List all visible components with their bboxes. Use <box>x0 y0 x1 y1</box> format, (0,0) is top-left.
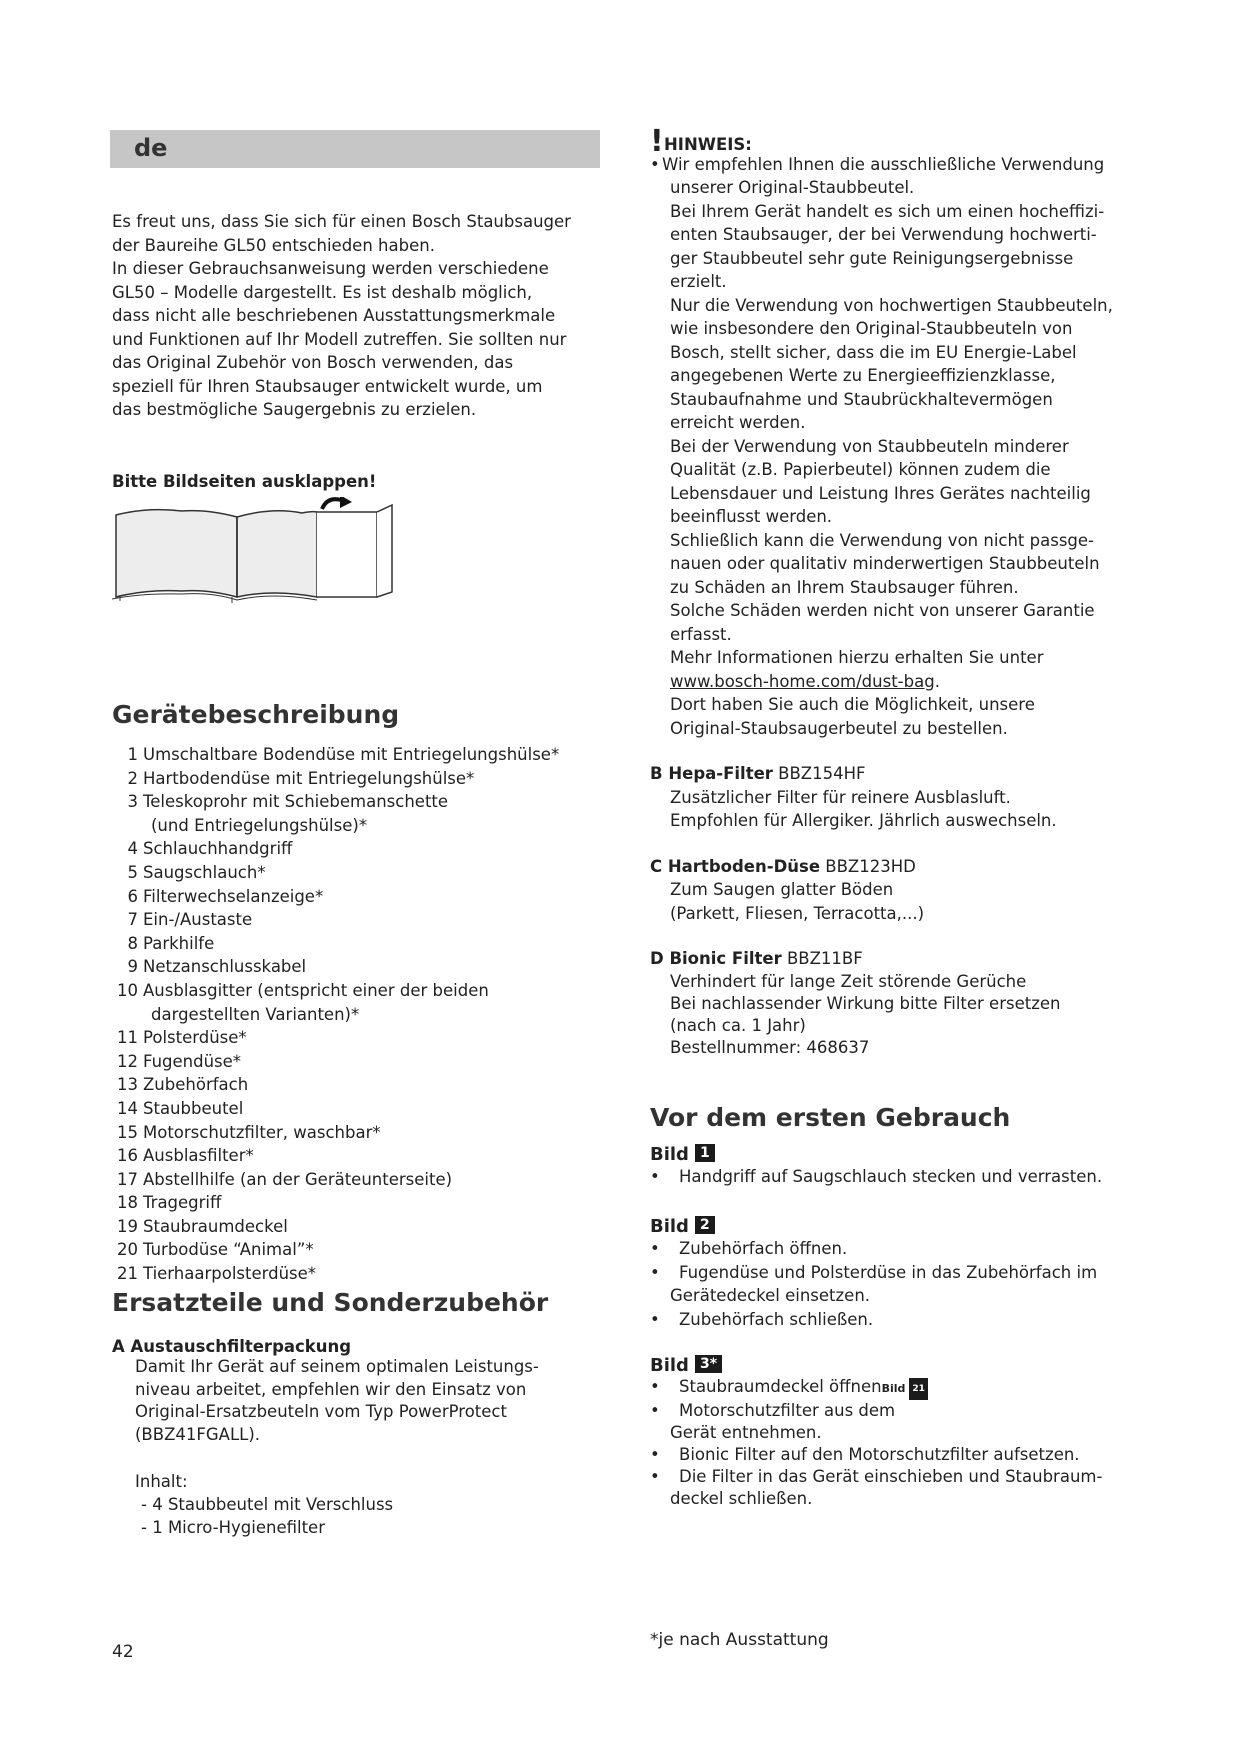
bild-label: Bild <box>650 1143 689 1165</box>
list-item <box>112 1262 612 1286</box>
text-line: Staubaufnahme und Staubrückhaltevermögen <box>670 389 1053 409</box>
text-line: Wir empfehlen Ihnen die ausschließliche Verwendung <box>662 155 1105 174</box>
item-text: Schlauchhandgriff <box>143 839 293 859</box>
first-use-title: Vor dem ersten Gebrauch <box>650 1102 1011 1132</box>
spare-parts-title: Ersatzteile und Sonderzubehör <box>112 1288 549 1317</box>
item-number: 2 <box>127 768 138 788</box>
text-line: angegebenen Werte zu Energieeffizienzklasse, <box>670 366 1056 385</box>
text-line: Schließlich kann die Verwendung von nicht passge- <box>670 530 1095 550</box>
text-line: Solche Schäden werden nicht von unserer Garantie <box>670 601 1095 620</box>
intro-line: GL50 – Modelle dargestellt. Es ist deshalb möglich, <box>112 282 533 302</box>
bild-number-badge: 1 <box>695 1144 715 1162</box>
list-item-continuation: (und Entriegelungshülse)* <box>151 815 368 835</box>
bullet-continuation: deckel schließen. <box>670 1489 813 1508</box>
parts-list <box>112 743 612 1286</box>
bild-reference-badge: 21 <box>909 1378 928 1400</box>
bullet-continuation: Gerätedeckel einsetzen. <box>670 1286 871 1305</box>
bild-reference-label: Bild <box>881 1382 906 1395</box>
text-line: Verhindert für lange Zeit störende Gerüche <box>670 971 1027 991</box>
text-line: wie insbesondere den Original-Staubbeuteln von <box>670 319 1073 338</box>
bosch-dust-bag-link[interactable]: www.bosch-home.com/dust-bag <box>670 671 935 691</box>
text-line: Zum Saugen glatter Böden <box>670 880 894 899</box>
list-item <box>112 861 612 885</box>
bullet-dot: • <box>650 1262 660 1282</box>
item-text: Motorschutzfilter, waschbar* <box>143 1122 381 1142</box>
intro-line: Es freut uns, dass Sie sich für einen Bosch Staubsauger <box>112 212 571 231</box>
item-number: 18 <box>117 1193 138 1213</box>
list-item <box>112 1144 612 1168</box>
bullet-dot: • <box>650 1166 660 1186</box>
bild-number-badge: 2 <box>695 1216 715 1234</box>
list-item <box>112 1215 612 1239</box>
bullet-text: Zubehörfach schließen. <box>679 1309 874 1329</box>
filter-pack-title: A Austauschfilterpackung <box>112 1337 352 1356</box>
item-text: Hartbodendüse mit Entriegelungshülse* <box>143 768 475 788</box>
bullet-item <box>650 1400 1150 1422</box>
text-line: Nur die Verwendung von hochwertigen Staubbeuteln, <box>670 295 1113 315</box>
list-item <box>112 790 612 814</box>
first-use-section <box>650 1103 1150 1511</box>
list-item <box>112 1026 612 1050</box>
item-number: 15 <box>117 1122 138 1142</box>
page-number: 42 <box>112 1642 134 1662</box>
text-line: (nach ca. 1 Jahr) <box>670 1015 806 1035</box>
item-text: Tierhaarpolsterdüse* <box>143 1264 317 1284</box>
list-item-continuation: dargestellten Varianten)* <box>151 1004 360 1024</box>
list-item <box>112 1050 612 1074</box>
filter-pack-text <box>112 1356 612 1446</box>
text-line: Dort haben Sie auch die Möglichkeit, unsere <box>670 695 1035 714</box>
bionic-filter-block <box>650 947 1150 1059</box>
item-text: Abstellhilfe (an der Geräteunterseite) <box>143 1169 453 1189</box>
intro-line: und Funktionen auf Ihr Modell zutreffen. Sie sollten nur <box>112 329 567 349</box>
item-number: 17 <box>117 1169 138 1189</box>
item-text: Polsterdüse* <box>143 1028 247 1048</box>
item-text: Saugschlauch* <box>143 862 266 882</box>
bild-label: Bild <box>650 1216 689 1237</box>
bullet-item <box>650 1308 1150 1332</box>
bullet-dot: • <box>650 1467 660 1486</box>
bullet-item <box>650 1376 1150 1400</box>
fold-out-book-illustration <box>112 497 412 609</box>
intro-text <box>112 210 612 422</box>
footnote: *je nach Ausstattung <box>650 1630 829 1650</box>
item-number: 11 <box>117 1028 138 1048</box>
intro-line: der Baureihe GL50 entschieden haben. <box>112 235 435 255</box>
bullet-continuation: Gerät entnehmen. <box>670 1423 822 1442</box>
list-item <box>112 1168 612 1192</box>
text-line: Zusätzlicher Filter für reinere Ausblasluft. <box>670 787 1011 807</box>
text-line: Bei Ihrem Gerät handelt es sich um einen hocheffizi- <box>670 201 1105 221</box>
text-line: unserer Original-Staubbeutel. <box>670 178 915 197</box>
item-text: Tragegriff <box>143 1193 222 1213</box>
hepa-filter-block <box>650 762 1150 833</box>
hepa-filter-code: BBZ154HF <box>778 764 866 783</box>
item-number: 3 <box>127 792 138 812</box>
list-item <box>112 1097 612 1121</box>
contents-item: - 4 Staubbeutel mit Verschluss <box>141 1495 394 1514</box>
item-text: Parkhilfe <box>143 933 215 953</box>
bullet-dot: • <box>650 1239 660 1258</box>
list-item <box>112 1238 612 1262</box>
bild-label: Bild <box>650 1355 689 1376</box>
text-line: Bestellnummer: 468637 <box>670 1037 870 1057</box>
text-line: enten Staubsauger, der bei Verwendung hochwerti- <box>670 225 1097 244</box>
item-number: 4 <box>127 839 138 859</box>
hard-floor-title: C Hartboden-Düse <box>650 856 821 876</box>
text-line: Bei nachlassender Wirkung bitte Filter ersetzen <box>670 993 1061 1013</box>
bullet-text: Zubehörfach öffnen. <box>679 1239 848 1258</box>
bild-number-badge: 3* <box>695 1355 722 1373</box>
text-line: (Parkett, Fliesen, Terracotta,...) <box>670 903 925 923</box>
item-number: 20 <box>117 1240 138 1260</box>
item-text: Staubraumdeckel <box>143 1216 288 1236</box>
text-line: erreicht werden. <box>670 413 806 432</box>
item-text: Umschaltbare Bodendüse mit Entriegelungshülse* <box>143 745 560 764</box>
item-text: Ausblasfilter* <box>143 1146 254 1166</box>
list-item <box>112 837 612 861</box>
item-text: Staubbeutel <box>143 1098 244 1118</box>
item-number: 19 <box>117 1216 138 1236</box>
list-item <box>112 955 612 979</box>
note-block <box>650 124 1150 740</box>
text-line: Original-Ersatzbeuteln vom Typ PowerProtect <box>135 1402 507 1421</box>
item-number: 7 <box>127 910 138 930</box>
text-line: Bei der Verwendung von Staubbeuteln minderer <box>670 436 1069 456</box>
note-first-line <box>650 154 1150 176</box>
bullet-item <box>650 1261 1150 1285</box>
list-item <box>112 908 612 932</box>
list-item <box>112 1191 612 1215</box>
text-line: Damit Ihr Gerät auf seinem optimalen Leistungs- <box>135 1357 539 1376</box>
text-line: erfasst. <box>670 624 732 644</box>
text-line: Lebensdauer und Leistung Ihres Gerätes nachteilig <box>670 483 1091 503</box>
bullet-text: Motorschutzfilter aus dem <box>679 1401 896 1420</box>
item-text: Teleskoprohr mit Schiebemanschette <box>143 792 449 812</box>
item-text: Filterwechselanzeige* <box>143 886 324 906</box>
hepa-filter-title: B Hepa-Filter <box>650 764 773 783</box>
text-line: (BBZ41FGALL). <box>135 1424 261 1444</box>
bild-1-block <box>650 1144 1150 1189</box>
fold-note: Bitte Bildseiten ausklappen! <box>112 471 377 491</box>
item-number: 5 <box>127 862 138 882</box>
device-description-title: Gerätebeschreibung <box>112 700 400 729</box>
item-number: 14 <box>117 1098 138 1118</box>
bullet-item <box>650 1237 1150 1261</box>
bullet-dot: • <box>650 1401 660 1420</box>
note-text <box>650 176 1150 740</box>
bionic-filter-title: D Bionic Filter <box>650 949 782 968</box>
bullet-text: Staubraumdeckel öffnen <box>679 1377 882 1396</box>
item-text: Turbodüse “Animal”* <box>143 1240 314 1260</box>
bullet-item <box>650 1466 1150 1488</box>
item-text: Ausblasgitter (entspricht einer der beiden <box>143 980 489 1000</box>
contents-label: Inhalt: <box>135 1472 188 1491</box>
hard-floor-nozzle-block <box>650 855 1150 926</box>
item-number: 13 <box>117 1075 138 1095</box>
language-bar <box>110 130 600 168</box>
text-line: Original-Staubsaugerbeutel zu bestellen. <box>670 718 1008 738</box>
intro-line: In dieser Gebrauchsanweisung werden verschiedene <box>112 259 549 278</box>
text-line: beeinflusst werden. <box>670 507 833 526</box>
right-column <box>650 124 1150 1510</box>
note-title: HINWEIS: <box>664 135 752 154</box>
text-line: ger Staubbeutel sehr gute Reinigungsergebnisse <box>670 248 1074 268</box>
text-line: Qualität (z.B. Papierbeutel) können zudem die <box>670 460 1051 479</box>
list-item <box>112 743 612 767</box>
bullet-item <box>650 1165 1150 1189</box>
item-number: 10 <box>117 980 138 1000</box>
item-number: 8 <box>127 933 138 953</box>
bild-3-block <box>650 1355 1150 1510</box>
intro-line: dass nicht alle beschriebenen Ausstattungsmerkmale <box>112 306 556 325</box>
item-number: 6 <box>127 886 138 906</box>
text-line: Bosch, stellt sicher, dass die im EU Energie-Label <box>670 342 1077 362</box>
bullet-text: Die Filter in das Gerät einschieben und Staubraum- <box>679 1467 1103 1486</box>
text-line: Empfohlen für Allergiker. Jährlich auswechseln. <box>670 811 1057 830</box>
bullet-item <box>650 1444 1150 1466</box>
item-number: 9 <box>127 957 138 977</box>
item-number: 16 <box>117 1146 138 1166</box>
link-suffix: . <box>934 671 940 691</box>
item-text: Fugendüse* <box>143 1051 242 1071</box>
item-text: Ein-/Austaste <box>143 910 253 930</box>
bionic-filter-code: BBZ11BF <box>786 949 863 968</box>
list-item <box>112 932 612 956</box>
language-code: de <box>134 134 168 162</box>
bullet-dot: • <box>650 1309 660 1329</box>
bullet-text: Fugendüse und Polsterdüse in das Zubehörfach im <box>679 1262 1098 1282</box>
list-item <box>112 767 612 791</box>
list-item <box>112 1073 612 1097</box>
item-number: 1 <box>127 745 138 764</box>
bild-2-block <box>650 1216 1150 1331</box>
list-item <box>112 979 612 1003</box>
contents-item: - 1 Micro-Hygienefilter <box>141 1518 325 1537</box>
intro-line: das Original Zubehör von Bosch verwenden, das <box>112 353 514 372</box>
text-line: erzielt. <box>670 272 727 291</box>
list-item <box>112 885 612 909</box>
text-line: nauen oder qualitativ minderwertigen Staubbeuteln <box>670 554 1100 573</box>
bullet-text: Handgriff auf Saugschlauch stecken und verrasten. <box>679 1166 1103 1186</box>
intro-section <box>112 210 612 609</box>
bullet-dot: • <box>650 155 660 174</box>
bullet-dot: • <box>650 1377 660 1396</box>
spare-parts-section <box>112 1288 612 1539</box>
list-item <box>112 1121 612 1145</box>
intro-line: das bestmögliche Saugergebnis zu erzielen. <box>112 400 477 419</box>
bullet-dot: • <box>650 1445 660 1464</box>
item-number: 12 <box>117 1051 138 1071</box>
item-text: Zubehörfach <box>143 1075 249 1095</box>
exclamation-icon: ! <box>650 124 664 159</box>
text-line: niveau arbeitet, empfehlen wir den Einsatz von <box>135 1379 527 1399</box>
bullet-text: Bionic Filter auf den Motorschutzfilter aufsetzen. <box>679 1445 1080 1464</box>
text-line: Mehr Informationen hierzu erhalten Sie unter <box>670 648 1044 667</box>
hard-floor-code: BBZ123HD <box>825 856 916 876</box>
device-description-section <box>112 700 612 1286</box>
item-text: Netzanschlusskabel <box>143 957 307 977</box>
intro-line: speziell für Ihren Staubsauger entwickelt wurde, um <box>112 376 543 396</box>
text-line: zu Schäden an Ihrem Staubsauger führen. <box>670 577 1019 597</box>
item-number: 21 <box>117 1264 138 1284</box>
contents-block <box>112 1470 612 1539</box>
